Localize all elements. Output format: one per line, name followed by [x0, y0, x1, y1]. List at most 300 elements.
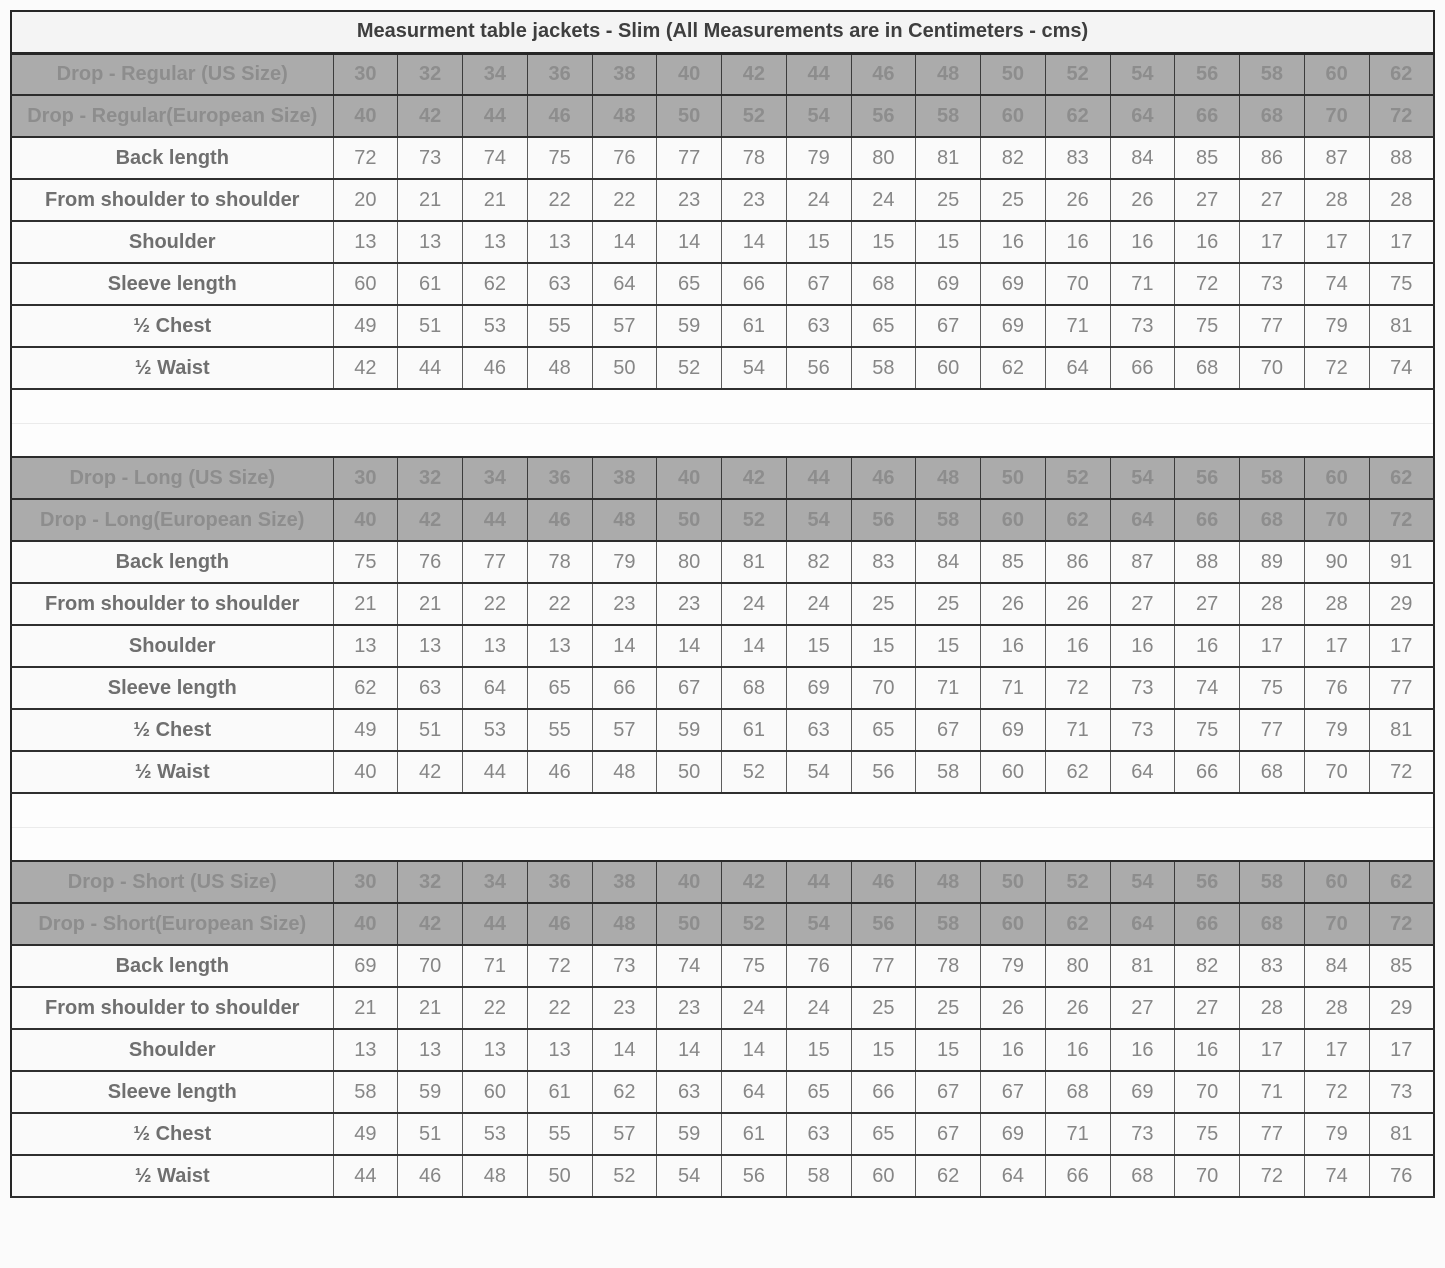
measurement-value-cell: 79: [786, 137, 851, 179]
size-header-cell: 48: [592, 499, 657, 541]
measurement-value-cell: 20: [333, 179, 398, 221]
measurement-value-cell: 22: [463, 583, 528, 625]
measurement-value-cell: 72: [527, 945, 592, 987]
measurement-value-cell: 77: [1240, 305, 1305, 347]
spacer-cell: [11, 423, 1434, 457]
measurement-value-cell: 60: [333, 263, 398, 305]
measurement-value-cell: 64: [592, 263, 657, 305]
measurement-value-cell: 58: [786, 1155, 851, 1197]
measurement-value-cell: 57: [592, 305, 657, 347]
size-header-cell: 70: [1304, 499, 1369, 541]
measurement-value-cell: 84: [1304, 945, 1369, 987]
size-header-cell: 50: [981, 457, 1046, 499]
measurement-value-cell: 13: [398, 1029, 463, 1071]
measurement-value-cell: 14: [722, 625, 787, 667]
size-header-cell: 58: [1240, 53, 1305, 95]
size-header-cell: 36: [527, 457, 592, 499]
size-header-cell: 34: [463, 53, 528, 95]
measurement-value-cell: 74: [657, 945, 722, 987]
measurement-value-cell: 17: [1369, 625, 1434, 667]
measurement-value-cell: 53: [463, 709, 528, 751]
measurement-value-cell: 16: [1110, 1029, 1175, 1071]
measurement-value-cell: 17: [1304, 221, 1369, 263]
measurement-row: [11, 667, 1434, 709]
measurement-value-cell: 25: [851, 987, 916, 1029]
measurement-value-cell: 26: [1110, 179, 1175, 221]
measurement-value-cell: 25: [981, 179, 1046, 221]
size-header-cell: 36: [527, 861, 592, 903]
measurement-value-cell: 71: [916, 667, 981, 709]
measurement-value-cell: 84: [916, 541, 981, 583]
measurement-value-cell: 71: [1240, 1071, 1305, 1113]
measurement-value-cell: 62: [463, 263, 528, 305]
measurement-value-cell: 78: [722, 137, 787, 179]
measurement-value-cell: 26: [981, 987, 1046, 1029]
measurement-value-cell: 74: [463, 137, 528, 179]
measurement-value-cell: 73: [1110, 1113, 1175, 1155]
size-header-cell: 66: [1175, 499, 1240, 541]
measurement-value-cell: 72: [1045, 667, 1110, 709]
measurement-value-cell: 69: [916, 263, 981, 305]
size-header-cell: 62: [1369, 457, 1434, 499]
size-header-cell: 34: [463, 861, 528, 903]
measurement-value-cell: 40: [333, 751, 398, 793]
measurement-value-cell: 27: [1110, 583, 1175, 625]
size-header-cell: 46: [527, 903, 592, 945]
measurement-value-cell: 22: [463, 987, 528, 1029]
measurement-value-cell: 17: [1369, 1029, 1434, 1071]
size-header-cell: 60: [981, 903, 1046, 945]
size-header-cell: 42: [722, 457, 787, 499]
measurement-value-cell: 13: [333, 1029, 398, 1071]
measurement-value-cell: 85: [981, 541, 1046, 583]
measurement-value-cell: 46: [527, 751, 592, 793]
measurement-value-cell: 72: [1240, 1155, 1305, 1197]
size-header-cell: 64: [1110, 95, 1175, 137]
size-header-cell: 52: [722, 95, 787, 137]
measurement-value-cell: 70: [1175, 1155, 1240, 1197]
measurement-value-cell: 24: [851, 179, 916, 221]
size-row-label: Drop - Long (US Size): [11, 457, 333, 499]
measurement-row-label: Shoulder: [11, 625, 333, 667]
measurement-value-cell: 68: [851, 263, 916, 305]
measurement-value-cell: 76: [1369, 1155, 1434, 1197]
measurement-value-cell: 17: [1240, 221, 1305, 263]
measurement-value-cell: 14: [657, 625, 722, 667]
measurement-row: [11, 305, 1434, 347]
measurement-value-cell: 74: [1304, 1155, 1369, 1197]
size-header-cell: 34: [463, 457, 528, 499]
measurement-value-cell: 13: [333, 221, 398, 263]
measurement-value-cell: 13: [463, 625, 528, 667]
measurement-value-cell: 86: [1240, 137, 1305, 179]
measurement-value-cell: 51: [398, 1113, 463, 1155]
measurement-value-cell: 48: [463, 1155, 528, 1197]
measurement-value-cell: 49: [333, 1113, 398, 1155]
measurement-value-cell: 44: [398, 347, 463, 389]
measurement-value-cell: 78: [916, 945, 981, 987]
measurement-value-cell: 70: [1175, 1071, 1240, 1113]
size-header-cell: 40: [657, 457, 722, 499]
measurement-value-cell: 24: [722, 583, 787, 625]
size-header-cell: 46: [527, 499, 592, 541]
size-header-cell: 42: [722, 53, 787, 95]
measurement-row-label: ½ Chest: [11, 305, 333, 347]
measurement-value-cell: 61: [722, 709, 787, 751]
measurement-value-cell: 75: [1240, 667, 1305, 709]
measurement-value-cell: 16: [1175, 625, 1240, 667]
measurement-value-cell: 42: [333, 347, 398, 389]
size-header-cell: 56: [851, 95, 916, 137]
measurement-value-cell: 69: [981, 263, 1046, 305]
measurement-value-cell: 13: [527, 221, 592, 263]
measurement-value-cell: 72: [1175, 263, 1240, 305]
measurement-value-cell: 27: [1175, 987, 1240, 1029]
measurement-value-cell: 70: [1304, 751, 1369, 793]
measurement-value-cell: 80: [657, 541, 722, 583]
size-header-cell: 48: [916, 457, 981, 499]
measurement-value-cell: 58: [851, 347, 916, 389]
measurement-value-cell: 25: [916, 583, 981, 625]
measurement-value-cell: 51: [398, 305, 463, 347]
measurement-value-cell: 71: [1045, 305, 1110, 347]
measurement-row-label: From shoulder to shoulder: [11, 987, 333, 1029]
measurement-value-cell: 15: [786, 1029, 851, 1071]
measurement-value-cell: 71: [1110, 263, 1175, 305]
measurement-value-cell: 14: [657, 1029, 722, 1071]
size-header-cell: 50: [657, 903, 722, 945]
measurement-row-label: Back length: [11, 945, 333, 987]
measurement-value-cell: 70: [398, 945, 463, 987]
measurement-value-cell: 13: [463, 1029, 528, 1071]
measurement-row: [11, 583, 1434, 625]
measurement-value-cell: 15: [851, 1029, 916, 1071]
size-header-cell: 54: [1110, 861, 1175, 903]
size-header-cell: 68: [1240, 95, 1305, 137]
measurement-value-cell: 77: [851, 945, 916, 987]
measurement-value-cell: 55: [527, 305, 592, 347]
measurement-value-cell: 17: [1304, 625, 1369, 667]
size-header-cell: 54: [786, 95, 851, 137]
size-header-cell: 52: [722, 903, 787, 945]
measurement-value-cell: 81: [916, 137, 981, 179]
measurement-value-cell: 63: [786, 709, 851, 751]
size-header-cell: 52: [1045, 457, 1110, 499]
measurement-value-cell: 28: [1240, 987, 1305, 1029]
measurement-value-cell: 77: [463, 541, 528, 583]
size-header-cell: 38: [592, 861, 657, 903]
measurement-value-cell: 16: [1110, 625, 1175, 667]
measurement-value-cell: 59: [657, 709, 722, 751]
size-header-cell: 50: [981, 861, 1046, 903]
measurement-value-cell: 24: [786, 583, 851, 625]
size-header-cell: 30: [333, 861, 398, 903]
measurement-value-cell: 70: [851, 667, 916, 709]
measurement-value-cell: 60: [463, 1071, 528, 1113]
measurement-value-cell: 87: [1304, 137, 1369, 179]
measurement-value-cell: 15: [916, 1029, 981, 1071]
size-header-cell: 46: [851, 53, 916, 95]
measurement-value-cell: 68: [1045, 1071, 1110, 1113]
size-header-cell: 54: [786, 499, 851, 541]
size-row-label: Drop - Short(European Size): [11, 903, 333, 945]
measurement-value-cell: 77: [657, 137, 722, 179]
size-header-cell: 52: [1045, 53, 1110, 95]
measurement-value-cell: 63: [398, 667, 463, 709]
measurement-value-cell: 26: [1045, 179, 1110, 221]
measurement-value-cell: 24: [786, 179, 851, 221]
measurement-value-cell: 62: [333, 667, 398, 709]
measurement-value-cell: 78: [527, 541, 592, 583]
measurement-row: [11, 179, 1434, 221]
measurement-value-cell: 23: [722, 179, 787, 221]
measurement-value-cell: 65: [851, 305, 916, 347]
measurement-value-cell: 82: [1175, 945, 1240, 987]
measurement-row: [11, 347, 1434, 389]
measurement-value-cell: 69: [1110, 1071, 1175, 1113]
size-header-cell: 40: [333, 95, 398, 137]
measurement-value-cell: 65: [786, 1071, 851, 1113]
section-spacer-row: [11, 423, 1434, 457]
size-header-cell: 48: [592, 903, 657, 945]
measurement-value-cell: 25: [851, 583, 916, 625]
measurement-row-label: Shoulder: [11, 1029, 333, 1071]
measurement-value-cell: 22: [592, 179, 657, 221]
measurement-row-label: ½ Chest: [11, 709, 333, 751]
size-header-cell: 40: [657, 53, 722, 95]
measurement-value-cell: 25: [916, 179, 981, 221]
measurement-value-cell: 68: [1240, 751, 1305, 793]
measurement-row-label: Sleeve length: [11, 263, 333, 305]
measurement-value-cell: 53: [463, 305, 528, 347]
measurement-value-cell: 67: [786, 263, 851, 305]
measurement-table-body: [11, 11, 1434, 1197]
size-header-cell: 54: [786, 903, 851, 945]
measurement-value-cell: 61: [722, 305, 787, 347]
measurement-value-cell: 60: [916, 347, 981, 389]
measurement-value-cell: 76: [398, 541, 463, 583]
measurement-value-cell: 13: [527, 1029, 592, 1071]
measurement-row: [11, 263, 1434, 305]
measurement-value-cell: 79: [1304, 305, 1369, 347]
measurement-value-cell: 83: [851, 541, 916, 583]
measurement-value-cell: 74: [1369, 347, 1434, 389]
measurement-value-cell: 26: [1045, 583, 1110, 625]
measurement-value-cell: 48: [527, 347, 592, 389]
size-header-cell: 58: [916, 95, 981, 137]
measurement-value-cell: 79: [1304, 1113, 1369, 1155]
size-header-cell: 48: [916, 861, 981, 903]
measurement-value-cell: 68: [1110, 1155, 1175, 1197]
measurement-value-cell: 67: [981, 1071, 1046, 1113]
size-header-cell: 54: [1110, 457, 1175, 499]
measurement-value-cell: 88: [1369, 137, 1434, 179]
size-header-cell: 72: [1369, 95, 1434, 137]
measurement-value-cell: 13: [398, 625, 463, 667]
measurement-value-cell: 27: [1175, 179, 1240, 221]
measurement-value-cell: 16: [1175, 221, 1240, 263]
measurement-value-cell: 71: [981, 667, 1046, 709]
measurement-value-cell: 81: [1110, 945, 1175, 987]
measurement-value-cell: 62: [592, 1071, 657, 1113]
size-header-cell: 66: [1175, 95, 1240, 137]
measurement-value-cell: 28: [1304, 583, 1369, 625]
size-header-cell: 44: [463, 499, 528, 541]
measurement-value-cell: 85: [1369, 945, 1434, 987]
measurement-value-cell: 90: [1304, 541, 1369, 583]
size-header-cell: 62: [1045, 95, 1110, 137]
size-header-cell: 60: [1304, 861, 1369, 903]
size-header-cell: 40: [333, 903, 398, 945]
measurement-row-label: Sleeve length: [11, 1071, 333, 1113]
section-spacer-row: [11, 827, 1434, 861]
size-header-cell: 60: [1304, 457, 1369, 499]
measurement-row: [11, 945, 1434, 987]
measurement-value-cell: 16: [1045, 1029, 1110, 1071]
section-spacer-row: [11, 793, 1434, 827]
measurement-value-cell: 15: [851, 625, 916, 667]
measurement-value-cell: 77: [1240, 709, 1305, 751]
spacer-cell: [11, 793, 1434, 827]
measurement-value-cell: 44: [333, 1155, 398, 1197]
size-header-cell: 32: [398, 861, 463, 903]
measurement-value-cell: 88: [1175, 541, 1240, 583]
measurement-value-cell: 49: [333, 709, 398, 751]
size-row-label: Drop - Regular (US Size): [11, 53, 333, 95]
size-header-cell: 58: [916, 499, 981, 541]
size-header-cell: 58: [1240, 457, 1305, 499]
measurement-value-cell: 59: [657, 305, 722, 347]
measurement-value-cell: 80: [851, 137, 916, 179]
measurement-value-cell: 14: [722, 221, 787, 263]
measurement-value-cell: 77: [1240, 1113, 1305, 1155]
size-header-cell: 52: [1045, 861, 1110, 903]
measurement-value-cell: 64: [722, 1071, 787, 1113]
size-row-label: Drop - Long(European Size): [11, 499, 333, 541]
size-header-cell: 48: [592, 95, 657, 137]
size-header-cell: 44: [786, 53, 851, 95]
measurement-value-cell: 65: [527, 667, 592, 709]
measurement-value-cell: 67: [916, 305, 981, 347]
measurement-row-label: Shoulder: [11, 221, 333, 263]
size-header-cell: 46: [851, 861, 916, 903]
measurement-value-cell: 27: [1240, 179, 1305, 221]
measurement-value-cell: 66: [1045, 1155, 1110, 1197]
measurement-value-cell: 16: [1045, 625, 1110, 667]
size-header-cell: 44: [786, 457, 851, 499]
size-header-cell: 36: [527, 53, 592, 95]
measurement-value-cell: 22: [527, 987, 592, 1029]
measurement-value-cell: 63: [527, 263, 592, 305]
measurement-value-cell: 27: [1110, 987, 1175, 1029]
size-header-cell: 42: [398, 903, 463, 945]
measurement-value-cell: 74: [1175, 667, 1240, 709]
measurement-value-cell: 51: [398, 709, 463, 751]
measurement-value-cell: 52: [592, 1155, 657, 1197]
measurement-value-cell: 28: [1369, 179, 1434, 221]
size-header-cell: 56: [851, 903, 916, 945]
measurement-value-cell: 16: [1175, 1029, 1240, 1071]
measurement-value-cell: 48: [592, 751, 657, 793]
measurement-value-cell: 15: [786, 625, 851, 667]
size-header-cell: 60: [981, 499, 1046, 541]
measurement-row: [11, 221, 1434, 263]
eu-size-header-row: [11, 903, 1434, 945]
size-header-cell: 70: [1304, 95, 1369, 137]
size-header-cell: 56: [1175, 861, 1240, 903]
size-header-cell: 50: [657, 95, 722, 137]
measurement-value-cell: 54: [657, 1155, 722, 1197]
measurement-value-cell: 72: [1369, 751, 1434, 793]
measurement-value-cell: 44: [463, 751, 528, 793]
measurement-value-cell: 85: [1175, 137, 1240, 179]
size-header-cell: 44: [463, 903, 528, 945]
measurement-row: [11, 541, 1434, 583]
table-title: Measurment table jackets - Slim (All Measurements are in Centimeters - cms): [11, 11, 1434, 53]
measurement-value-cell: 60: [851, 1155, 916, 1197]
measurement-value-cell: 73: [1110, 305, 1175, 347]
size-header-cell: 42: [398, 95, 463, 137]
measurement-value-cell: 75: [1369, 263, 1434, 305]
size-header-cell: 30: [333, 53, 398, 95]
measurement-value-cell: 76: [786, 945, 851, 987]
measurement-value-cell: 57: [592, 1113, 657, 1155]
measurement-value-cell: 28: [1304, 179, 1369, 221]
title-row: [11, 11, 1434, 53]
measurement-value-cell: 16: [1045, 221, 1110, 263]
size-header-cell: 56: [1175, 457, 1240, 499]
measurement-value-cell: 21: [333, 987, 398, 1029]
measurement-value-cell: 72: [1304, 1071, 1369, 1113]
size-header-cell: 56: [851, 499, 916, 541]
measurement-value-cell: 62: [981, 347, 1046, 389]
measurement-value-cell: 16: [981, 625, 1046, 667]
eu-size-header-row: [11, 95, 1434, 137]
measurement-value-cell: 81: [1369, 709, 1434, 751]
measurement-value-cell: 22: [527, 179, 592, 221]
measurement-row: [11, 1071, 1434, 1113]
measurement-value-cell: 83: [1240, 945, 1305, 987]
measurement-value-cell: 26: [1045, 987, 1110, 1029]
measurement-value-cell: 81: [1369, 305, 1434, 347]
measurement-value-cell: 15: [916, 221, 981, 263]
size-header-cell: 46: [527, 95, 592, 137]
measurement-value-cell: 67: [916, 1071, 981, 1113]
size-header-cell: 60: [981, 95, 1046, 137]
us-size-header-row: [11, 457, 1434, 499]
measurement-value-cell: 23: [657, 179, 722, 221]
measurement-value-cell: 84: [1110, 137, 1175, 179]
size-header-cell: 32: [398, 53, 463, 95]
measurement-value-cell: 66: [851, 1071, 916, 1113]
measurement-row: [11, 987, 1434, 1029]
measurement-value-cell: 13: [333, 625, 398, 667]
measurement-value-cell: 82: [786, 541, 851, 583]
measurement-value-cell: 71: [1045, 1113, 1110, 1155]
measurement-value-cell: 75: [333, 541, 398, 583]
measurement-value-cell: 79: [1304, 709, 1369, 751]
measurement-value-cell: 80: [1045, 945, 1110, 987]
measurement-value-cell: 22: [527, 583, 592, 625]
measurement-value-cell: 61: [527, 1071, 592, 1113]
size-header-cell: 58: [916, 903, 981, 945]
measurement-value-cell: 79: [592, 541, 657, 583]
measurement-value-cell: 70: [1240, 347, 1305, 389]
size-header-cell: 52: [722, 499, 787, 541]
measurement-value-cell: 23: [592, 987, 657, 1029]
size-header-cell: 44: [463, 95, 528, 137]
us-size-header-row: [11, 861, 1434, 903]
